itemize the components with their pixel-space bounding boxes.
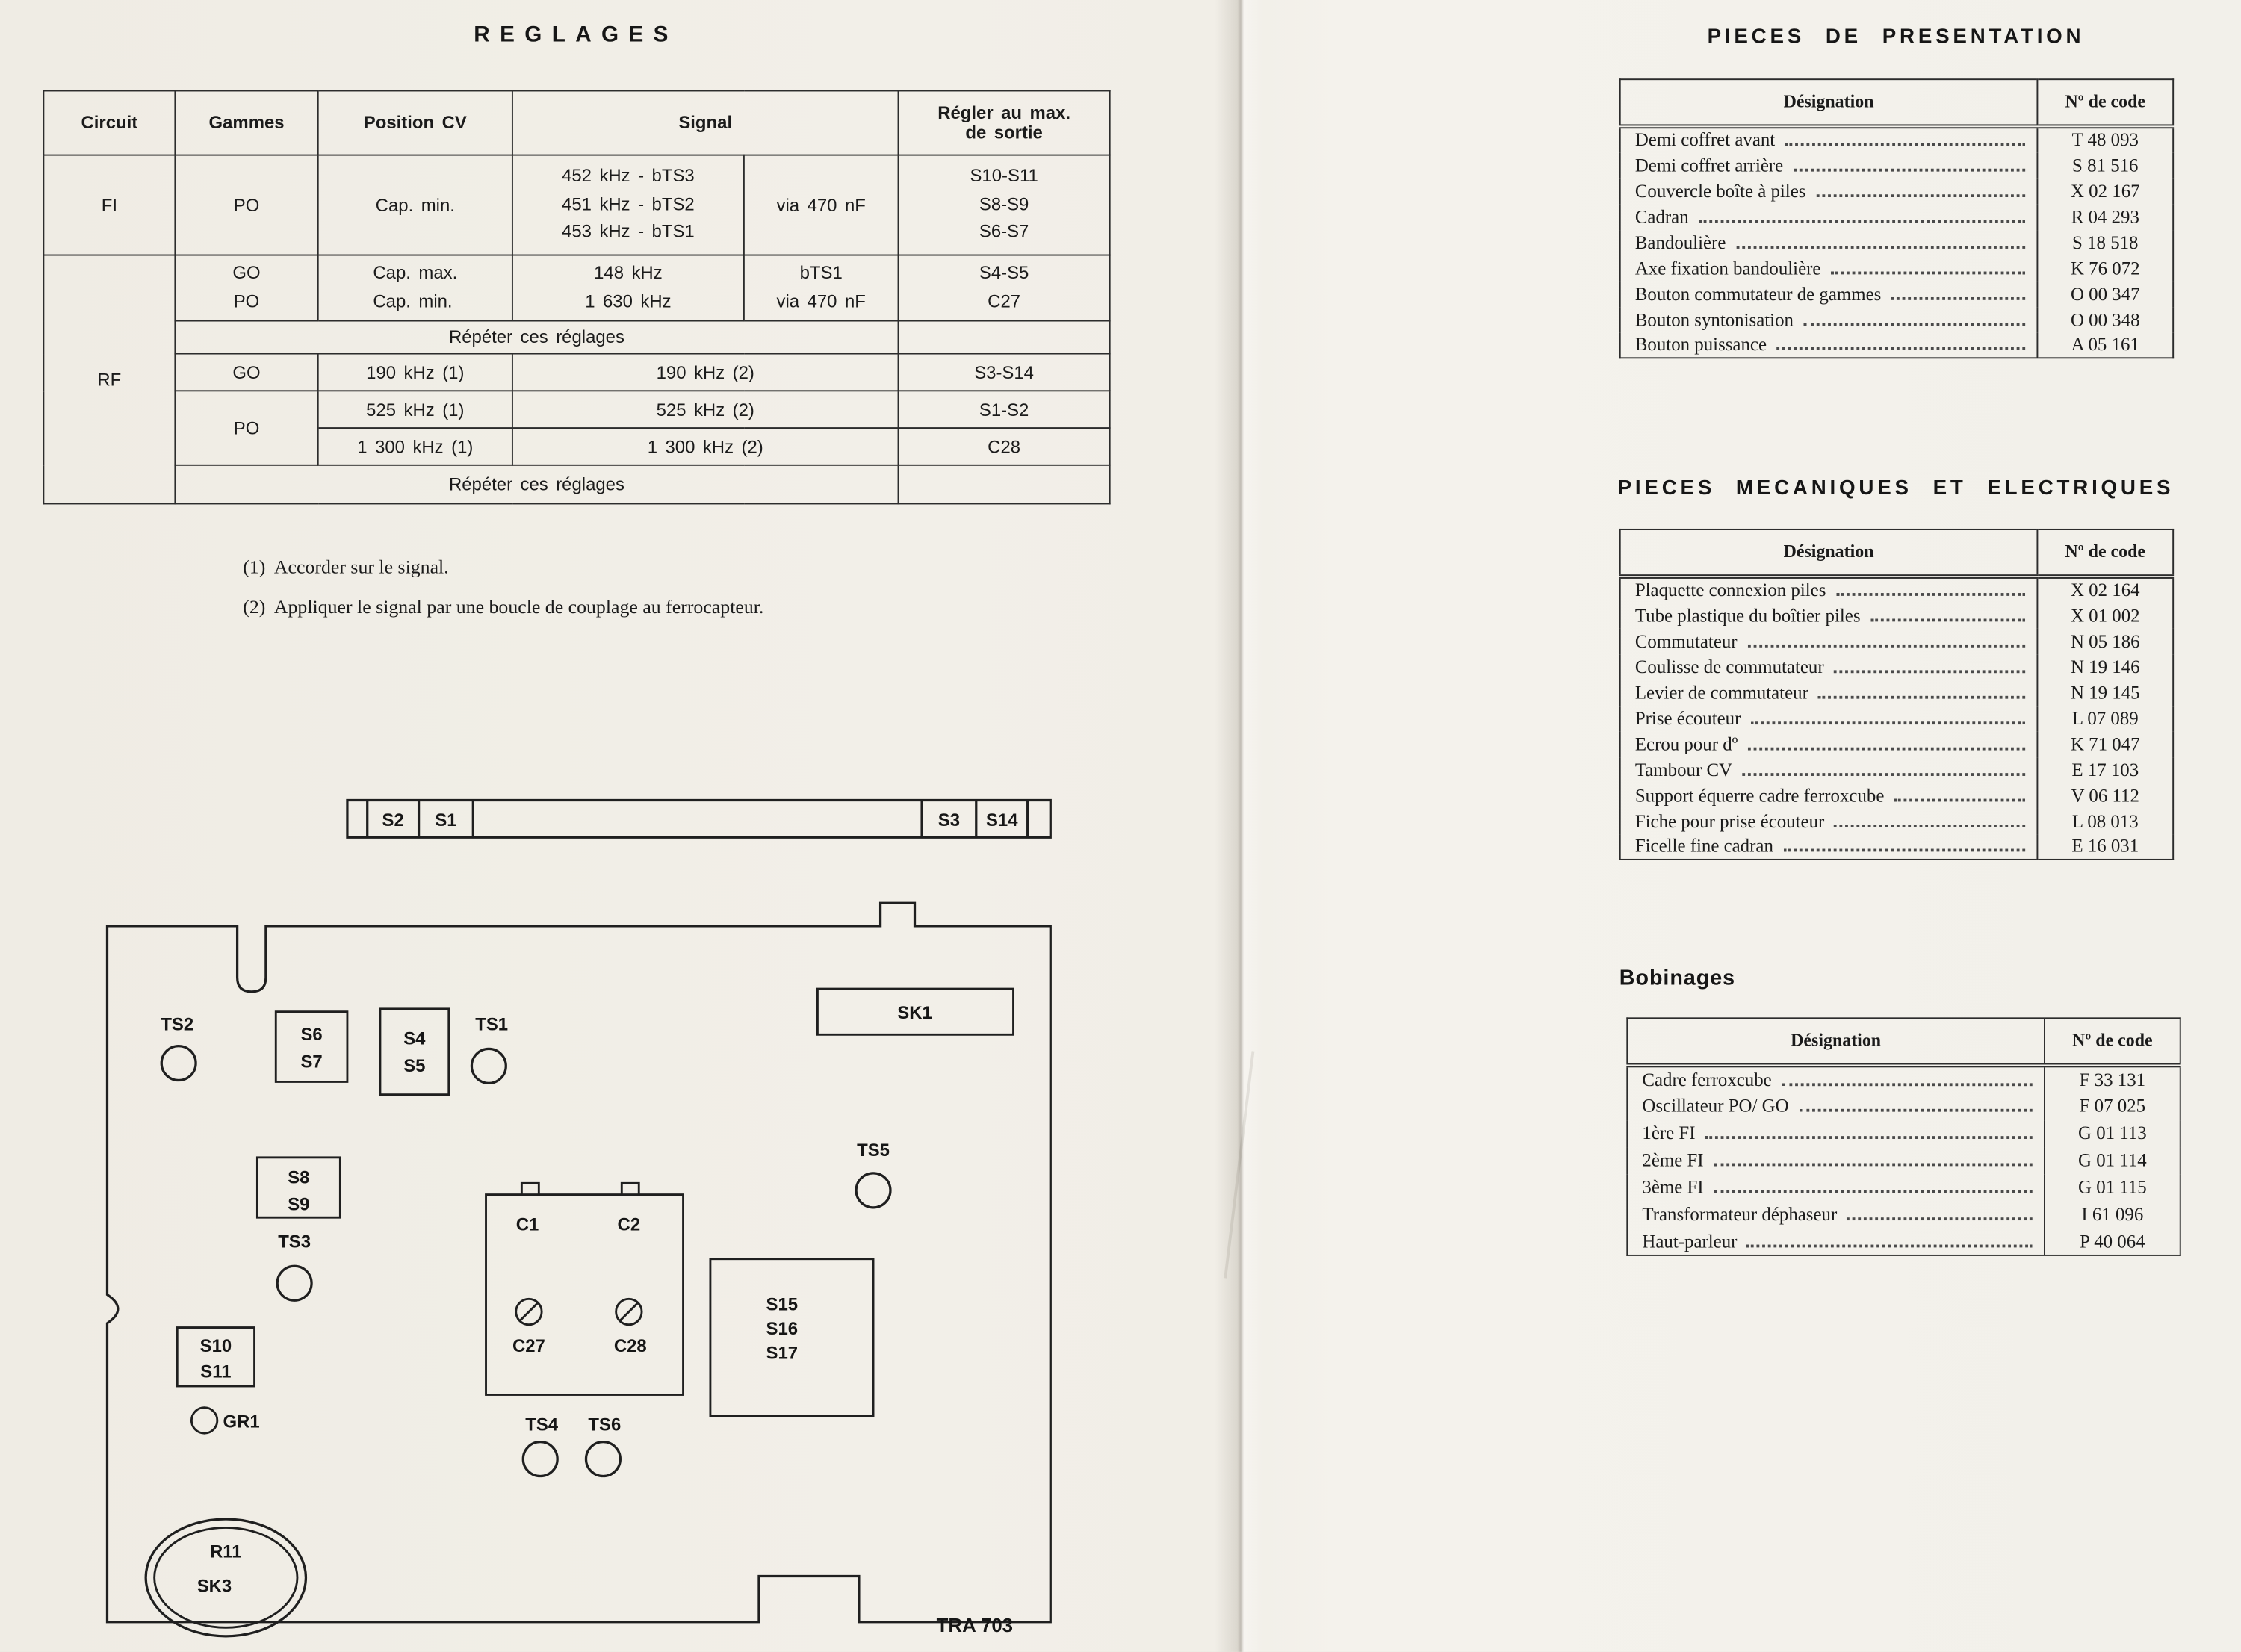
designation-cell [1620, 306, 2038, 332]
label-s15: S15 [766, 1294, 799, 1315]
regler-cell [899, 155, 1110, 255]
dotted-leader [1699, 220, 2025, 223]
code-header: Nº de code [2037, 530, 2173, 577]
gammes-cell: PO [175, 155, 317, 255]
repeat-row [43, 321, 1109, 354]
designation-label: Ecrou pour dº [1634, 732, 1738, 754]
regler-cell [899, 255, 1110, 321]
dotted-leader [1816, 193, 2025, 196]
dotted-leader [1748, 747, 2025, 750]
label-s7: S7 [300, 1052, 323, 1072]
dotted-leader [1847, 1217, 2033, 1220]
signal-line: 452 kHz - bTS3 [562, 166, 695, 187]
test-point-ts3 [277, 1266, 311, 1300]
label-s6: S6 [300, 1024, 323, 1045]
label-c27: C27 [512, 1336, 545, 1357]
designation-cell [1627, 1147, 2045, 1174]
gammes-cell: PO [175, 391, 317, 465]
table-row [1627, 1147, 2180, 1174]
code-cell: T 48 093 [2071, 128, 2139, 151]
code-cell: S 18 518 [2072, 231, 2139, 252]
dotted-leader [1831, 271, 2025, 274]
table-row [1620, 757, 2173, 782]
header-row [1627, 1018, 2180, 1065]
po-row-1 [43, 391, 1109, 428]
table-row [1627, 1065, 2180, 1092]
signal-line: 453 kHz - bTS1 [562, 221, 695, 242]
code-header: Nº de code [2037, 79, 2173, 126]
dotted-leader [1736, 245, 2025, 248]
label-s8: S8 [288, 1167, 310, 1188]
designation-label: Levier de commutateur [1634, 680, 1808, 703]
dotted-leader [1835, 824, 2025, 827]
label-ts4: TS4 [525, 1415, 559, 1435]
code-cell: X 02 164 [2070, 579, 2140, 601]
test-point-ts4 [523, 1442, 557, 1476]
repeat-row-2 [43, 465, 1109, 504]
header-gammes: Gammes [175, 91, 317, 155]
designation-label: Couvercle boîte à piles [1634, 179, 1806, 201]
table-row [1627, 1174, 2180, 1201]
table-row [1620, 255, 2173, 281]
label-s10: S10 [199, 1336, 232, 1357]
code-cell: F 33 131 [2079, 1068, 2146, 1090]
signal-cell [512, 255, 744, 321]
designation-cell [1620, 653, 2038, 679]
position-cell: 1 300 kHz (1) [318, 428, 512, 465]
dotted-leader [1891, 296, 2025, 299]
designation-label: Haut-parleur [1642, 1229, 1738, 1252]
table-row [1620, 833, 2173, 859]
label-c1: C1 [515, 1214, 539, 1235]
label-c28: C28 [613, 1336, 647, 1357]
connector-strip [347, 801, 1050, 838]
header-row [1620, 530, 2173, 577]
regler-line: S6-S7 [979, 221, 1029, 242]
gammes-cell [175, 255, 317, 321]
label-c2: C2 [617, 1214, 641, 1235]
designation-cell [1620, 705, 2038, 730]
dotted-leader [1705, 1136, 2033, 1139]
header-row [1620, 79, 2173, 126]
dotted-leader [1742, 772, 2025, 775]
table-row [1620, 126, 2173, 152]
circuit-cell: FI [43, 155, 175, 255]
label-ts5: TS5 [857, 1140, 890, 1161]
code-cell: L 08 013 [2071, 809, 2139, 831]
table-row [1620, 628, 2173, 653]
dotted-leader [1799, 1109, 2033, 1112]
presentation-title: PIECES DE PRESENTATION [1707, 25, 2085, 49]
dotted-leader [1747, 1244, 2033, 1247]
code-cell: S 81 516 [2072, 153, 2139, 176]
component-gr1 [191, 1408, 217, 1433]
note-1: (1) Accorder sur le signal. [243, 556, 449, 578]
test-point-ts1 [471, 1049, 506, 1083]
table-row [1627, 1120, 2180, 1146]
strip-label-s3: S3 [937, 810, 961, 830]
designation-cell [1620, 178, 2038, 203]
empty-cell [899, 465, 1110, 504]
dotted-leader [1714, 1164, 2033, 1167]
test-point-ts2 [161, 1046, 196, 1081]
position-cell: 525 kHz (1) [318, 391, 512, 428]
designation-label: Oscillateur PO/ GO [1642, 1094, 1789, 1117]
designation-label: Plaquette connexion piles [1634, 579, 1826, 601]
header-row [43, 91, 1109, 155]
label-ts3: TS3 [278, 1232, 311, 1252]
label-s11: S11 [200, 1361, 232, 1382]
label-ts1: TS1 [475, 1014, 509, 1035]
signal-cell [512, 155, 744, 255]
designation-label: Bandoulière [1634, 231, 1726, 252]
label-ts2: TS2 [161, 1014, 194, 1035]
code-cell: I 61 096 [2081, 1203, 2144, 1225]
code-cell: R 04 293 [2071, 205, 2139, 227]
regler-cell: C28 [899, 428, 1110, 465]
position-cell [318, 255, 512, 321]
rf-row [43, 255, 1109, 321]
label-sk1: SK1 [897, 1003, 932, 1024]
designation-header: Désignation [1620, 530, 2038, 577]
strip-label-s1: S1 [435, 810, 457, 830]
code-cell: K 71 047 [2070, 732, 2140, 754]
designation-cell [1620, 229, 2038, 255]
dotted-leader [1870, 618, 2025, 621]
component-s4-s5 [380, 1009, 449, 1095]
designation-cell [1620, 152, 2038, 178]
regler-line: S10-S11 [970, 166, 1038, 187]
label-s9: S9 [288, 1194, 310, 1215]
designation-cell [1620, 731, 2038, 757]
header-regler [899, 91, 1110, 155]
header-position-cv: Position CV [318, 91, 512, 155]
designation-label: Demi coffret avant [1634, 128, 1776, 151]
designation-label: Support équerre cadre ferroxcube [1634, 783, 1885, 806]
designation-label: Tambour CV [1634, 758, 1733, 780]
label-r11: R11 [210, 1541, 242, 1562]
designation-cell [1620, 577, 2038, 602]
strip-label-s2: S2 [382, 810, 404, 830]
code-cell: N 19 146 [2070, 655, 2140, 677]
designation-label: Cadran [1634, 205, 1689, 227]
note-2: (2) Appliquer le signal par une boucle de couplage au ferrocapteur. [243, 595, 764, 618]
code-cell: P 40 064 [2080, 1229, 2145, 1252]
designation-cell [1620, 255, 2038, 281]
trimmer-c27-slot [519, 1302, 538, 1321]
signal-cell: 1 300 kHz (2) [512, 428, 899, 465]
designation-label: Axe fixation bandoulière [1634, 256, 1821, 279]
mecaniques-table [1619, 529, 2174, 860]
code-cell: F 07 025 [2079, 1094, 2146, 1117]
table-row [1620, 705, 2173, 730]
via-cell: via 470 nF [744, 155, 899, 255]
designation-cell [1620, 833, 2038, 859]
table-row [1627, 1201, 2180, 1228]
code-cell: A 05 161 [2071, 333, 2139, 355]
dotted-leader [1747, 644, 2025, 647]
designation-label: Bouton syntonisation [1634, 308, 1794, 330]
empty-cell [899, 321, 1110, 354]
designation-label: Commutateur [1634, 629, 1738, 651]
c2-tab [622, 1183, 639, 1194]
header-regler-line2: de sortie [965, 122, 1043, 143]
label-s17: S17 [766, 1343, 799, 1364]
signal-cell: 525 kHz (2) [512, 391, 899, 428]
signal-line: 148 kHz [594, 263, 663, 284]
regler-cell: S3-S14 [899, 354, 1110, 391]
table-row [1620, 602, 2173, 627]
code-cell: G 01 113 [2078, 1122, 2147, 1143]
regler-cell: S1-S2 [899, 391, 1110, 428]
table-row [1620, 653, 2173, 679]
designation-cell [1620, 757, 2038, 782]
designation-label: Cadre ferroxcube [1642, 1068, 1772, 1090]
dotted-leader [1751, 721, 2025, 724]
table-row [1620, 808, 2173, 833]
reglages-title: REGLAGES [474, 22, 678, 48]
designation-header: Désignation [1627, 1018, 2045, 1065]
board-ref-label: TRA 703 [936, 1615, 1014, 1637]
designation-cell [1620, 204, 2038, 229]
repeat-cell: Répéter ces réglages [175, 465, 898, 504]
position-cell: 190 kHz (1) [318, 354, 512, 391]
gammes-cell: GO [175, 354, 317, 391]
signal-line: 451 kHz - bTS2 [562, 193, 695, 214]
dotted-leader [1782, 1083, 2033, 1086]
dotted-leader [1794, 168, 2026, 171]
trimmer-c28-slot [619, 1302, 638, 1321]
designation-label: Demi coffret arrière [1634, 153, 1784, 176]
header-circuit: Circuit [43, 91, 175, 155]
bobinages-table [1626, 1017, 2180, 1256]
table-row [1620, 178, 2173, 203]
test-point-ts5 [856, 1173, 890, 1208]
dotted-leader [1818, 695, 2025, 698]
designation-cell [1620, 332, 2038, 358]
designation-header: Désignation [1620, 79, 2038, 126]
table-row [1620, 783, 2173, 808]
regler-line: S4-S5 [979, 263, 1029, 284]
code-cell: N 05 186 [2070, 629, 2140, 651]
code-cell: G 01 114 [2078, 1149, 2147, 1171]
designation-label: Fiche pour prise écouteur [1634, 809, 1825, 831]
dotted-leader [1836, 594, 2025, 597]
designation-cell [1620, 783, 2038, 808]
designation-cell [1627, 1065, 2045, 1092]
designation-label: 3ème FI [1642, 1176, 1704, 1198]
designation-label: Transformateur déphaseur [1642, 1203, 1838, 1225]
designation-cell [1627, 1093, 2045, 1120]
code-cell: O 00 348 [2070, 308, 2140, 330]
table-row [1620, 204, 2173, 229]
table-row [1620, 577, 2173, 602]
designation-cell [1627, 1201, 2045, 1228]
designation-cell [1620, 602, 2038, 627]
gamme-line: GO [232, 263, 261, 284]
code-cell: E 17 103 [2071, 758, 2139, 780]
designation-label: Prise écouteur [1634, 707, 1741, 728]
label-gr1: GR1 [223, 1412, 260, 1432]
via-line: bTS1 [799, 263, 843, 284]
code-header: Nº de code [2045, 1018, 2180, 1065]
position-line: Cap. max. [373, 263, 458, 284]
table-row [1627, 1093, 2180, 1120]
signal-cell: 190 kHz (2) [512, 354, 899, 391]
strip-label-s14: S14 [985, 810, 1018, 830]
designation-cell [1620, 628, 2038, 653]
code-cell: E 16 031 [2071, 834, 2139, 857]
header-signal: Signal [512, 91, 899, 155]
dotted-leader [1714, 1190, 2033, 1193]
table-row [1620, 152, 2173, 178]
regler-line: C27 [988, 291, 1021, 311]
via-cell [744, 255, 899, 321]
signal-line: 1 630 kHz [585, 291, 672, 311]
designation-label: 2ème FI [1642, 1149, 1704, 1171]
dotted-leader [1834, 669, 2025, 672]
fi-row [43, 155, 1109, 255]
mecaniques-title: PIECES MECANIQUES ET ELECTRIQUES [1617, 477, 2175, 500]
c1-tab [521, 1183, 539, 1194]
table-row [1620, 680, 2173, 705]
dotted-leader [1894, 798, 2025, 801]
position-line: Cap. min. [373, 291, 453, 311]
via-line: via 470 nF [776, 291, 866, 311]
gamme-line: PO [233, 291, 260, 311]
designation-label: Bouton commutateur de gammes [1634, 282, 1882, 304]
test-point-ts6 [586, 1442, 620, 1476]
fold-crease [1224, 1051, 1254, 1278]
code-cell: K 76 072 [2070, 256, 2140, 279]
reglages-table [43, 90, 1110, 505]
regler-line: S8-S9 [979, 193, 1029, 214]
circuit-cell: RF [43, 255, 175, 504]
designation-cell [1620, 281, 2038, 306]
dotted-leader [1785, 143, 2026, 146]
dotted-leader [1803, 322, 2025, 325]
code-cell: X 01 002 [2070, 603, 2140, 626]
dotted-leader [1776, 347, 2025, 350]
label-s16: S16 [766, 1319, 799, 1340]
designation-cell [1620, 808, 2038, 833]
center-fold [1215, 0, 1263, 1652]
code-cell: V 06 112 [2071, 783, 2139, 806]
designation-cell [1620, 680, 2038, 705]
presentation-table [1619, 78, 2174, 358]
table-row [1627, 1229, 2180, 1255]
position-cell: Cap. min. [318, 155, 512, 255]
bobinages-title: Bobinages [1619, 966, 1736, 990]
designation-cell [1620, 126, 2038, 152]
dotted-leader [1783, 849, 2025, 852]
designation-cell [1627, 1120, 2045, 1146]
table-row [1620, 306, 2173, 332]
label-ts6: TS6 [588, 1415, 622, 1435]
label-s4: S4 [403, 1028, 426, 1049]
pcb-diagram [86, 786, 1086, 1643]
code-cell: L 07 089 [2071, 707, 2139, 728]
header-regler-line1: Régler au max. [937, 102, 1071, 123]
designation-label: 1ère FI [1642, 1122, 1696, 1143]
label-s5: S5 [403, 1056, 426, 1077]
code-cell: X 02 167 [2070, 179, 2140, 201]
go-row [43, 354, 1109, 391]
label-sk3: SK3 [196, 1576, 232, 1597]
code-cell: G 01 115 [2078, 1176, 2147, 1198]
designation-label: Coulisse de commutateur [1634, 655, 1824, 677]
designation-cell [1627, 1174, 2045, 1201]
table-row [1620, 281, 2173, 306]
designation-cell [1627, 1229, 2045, 1255]
code-cell: N 19 145 [2070, 680, 2140, 703]
table-row [1620, 332, 2173, 358]
repeat-cell: Répéter ces réglages [175, 321, 898, 354]
designation-label: Ficelle fine cadran [1634, 834, 1773, 857]
designation-label: Tube plastique du boîtier piles [1634, 603, 1861, 626]
table-row [1620, 229, 2173, 255]
designation-label: Bouton puissance [1634, 333, 1767, 355]
code-cell: O 00 347 [2070, 282, 2140, 304]
table-row [1620, 731, 2173, 757]
